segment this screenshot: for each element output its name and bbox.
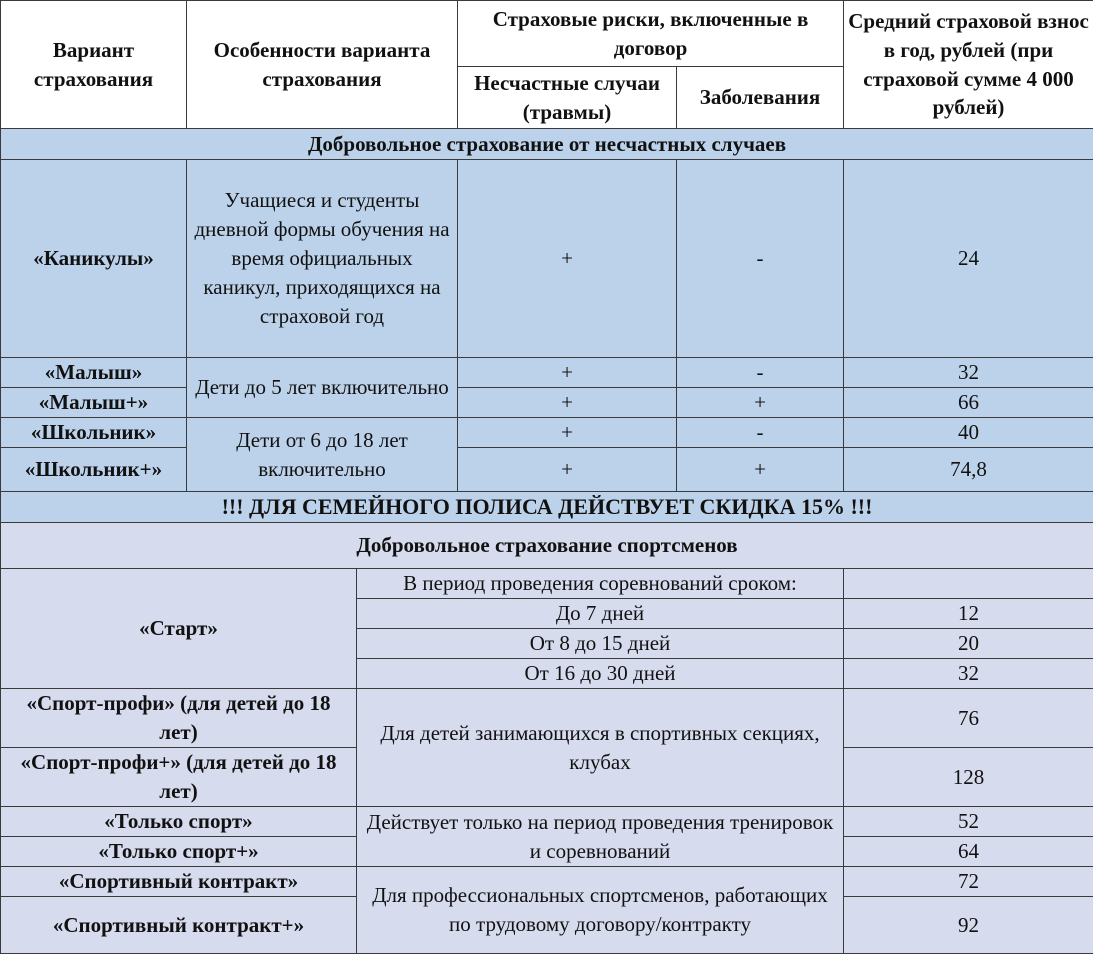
header-variant: Вариант страхования bbox=[1, 1, 187, 129]
table-row bbox=[1, 160, 1093, 358]
premium-value: 92 bbox=[844, 897, 1093, 954]
section-sport-title: Добровольное страхование спортсменов bbox=[1, 523, 1093, 569]
family-discount-note: !!! ДЛЯ СЕМЕЙНОГО ПОЛИСА ДЕЙСТВУЕТ СКИДКА 15% !!! bbox=[1, 492, 1093, 523]
premium-value: 74,8 bbox=[844, 448, 1093, 492]
table-row bbox=[1, 867, 1093, 897]
accident-mark: + bbox=[458, 448, 677, 492]
variant-name: «Школьник» bbox=[1, 418, 187, 448]
variant-name: «Только спорт+» bbox=[1, 837, 357, 867]
table-row bbox=[1, 358, 1093, 388]
premium-value: 12 bbox=[844, 599, 1093, 629]
section-sport-title-row bbox=[1, 523, 1093, 569]
accident-mark: + bbox=[458, 388, 677, 418]
table-row bbox=[1, 418, 1093, 448]
section-accidents-title: Добровольное страхование от несчастных случаев bbox=[1, 129, 1093, 160]
table-row bbox=[1, 388, 1093, 418]
premium-value: 66 bbox=[844, 388, 1093, 418]
header-features: Особенности варианта страхования bbox=[187, 1, 458, 129]
variant-name: «Спортивный контракт» bbox=[1, 867, 357, 897]
illness-mark: - bbox=[677, 418, 844, 448]
illness-mark: - bbox=[677, 160, 844, 358]
illness-mark: - bbox=[677, 358, 844, 388]
illness-mark: + bbox=[677, 388, 844, 418]
variant-desc: Действует только на период проведения тренировок и соревнований bbox=[357, 807, 844, 867]
variant-desc: Для профессиональных спортсменов, работающих по трудовому договору/контракту bbox=[357, 867, 844, 954]
variant-desc: Учащиеся и студенты дневной формы обучения на время официальных каникул, приходящихся на страховой год bbox=[187, 160, 458, 358]
header-premium: Средний страховой взнос в год, рублей (при страховой сумме 4 000 рублей) bbox=[844, 1, 1093, 129]
variant-name: «Малыш+» bbox=[1, 388, 187, 418]
start-period: От 8 до 15 дней bbox=[357, 629, 844, 659]
premium-value: 24 bbox=[844, 160, 1093, 358]
variant-name: «Малыш» bbox=[1, 358, 187, 388]
accident-mark: + bbox=[458, 418, 677, 448]
variant-desc: Дети от 6 до 18 лет включительно bbox=[187, 418, 458, 492]
premium-value: 72 bbox=[844, 867, 1093, 897]
premium-value: 76 bbox=[844, 689, 1093, 748]
header-risks: Страховые риски, включенные в договор bbox=[458, 1, 844, 67]
variant-name: «Только спорт» bbox=[1, 807, 357, 837]
header-row-1 bbox=[1, 1, 1093, 67]
variant-name-start: «Старт» bbox=[1, 569, 357, 689]
variant-name: «Школьник+» bbox=[1, 448, 187, 492]
section-accidents-title-row bbox=[1, 129, 1093, 160]
variant-name: «Спортивный контракт+» bbox=[1, 897, 357, 954]
premium-value: 20 bbox=[844, 629, 1093, 659]
premium-value: 32 bbox=[844, 358, 1093, 388]
variant-name: «Спорт-профи» (для детей до 18 лет) bbox=[1, 689, 357, 748]
premium-value: 128 bbox=[844, 748, 1093, 807]
header-illness: Заболевания bbox=[677, 67, 844, 129]
variant-desc: Дети до 5 лет включительно bbox=[187, 358, 458, 418]
table-row bbox=[1, 807, 1093, 837]
table-row bbox=[1, 689, 1093, 748]
variant-name: «Каникулы» bbox=[1, 160, 187, 358]
header-accidents: Несчастные случаи (травмы) bbox=[458, 67, 677, 129]
start-period: До 7 дней bbox=[357, 599, 844, 629]
illness-mark: + bbox=[677, 448, 844, 492]
table-row bbox=[1, 569, 1093, 599]
start-period-label: В период проведения соревнований сроком: bbox=[357, 569, 844, 599]
accident-mark: + bbox=[458, 358, 677, 388]
variant-desc: Для детей занимающихся в спортивных секциях, клубах bbox=[357, 689, 844, 807]
premium-value: 40 bbox=[844, 418, 1093, 448]
premium-value: 52 bbox=[844, 807, 1093, 837]
table-row bbox=[1, 448, 1093, 492]
start-period: От 16 до 30 дней bbox=[357, 659, 844, 689]
accident-mark: + bbox=[458, 160, 677, 358]
family-discount-row bbox=[1, 492, 1093, 523]
premium-empty bbox=[844, 569, 1093, 599]
premium-value: 32 bbox=[844, 659, 1093, 689]
premium-value: 64 bbox=[844, 837, 1093, 867]
variant-name: «Спорт-профи+» (для детей до 18 лет) bbox=[1, 748, 357, 807]
